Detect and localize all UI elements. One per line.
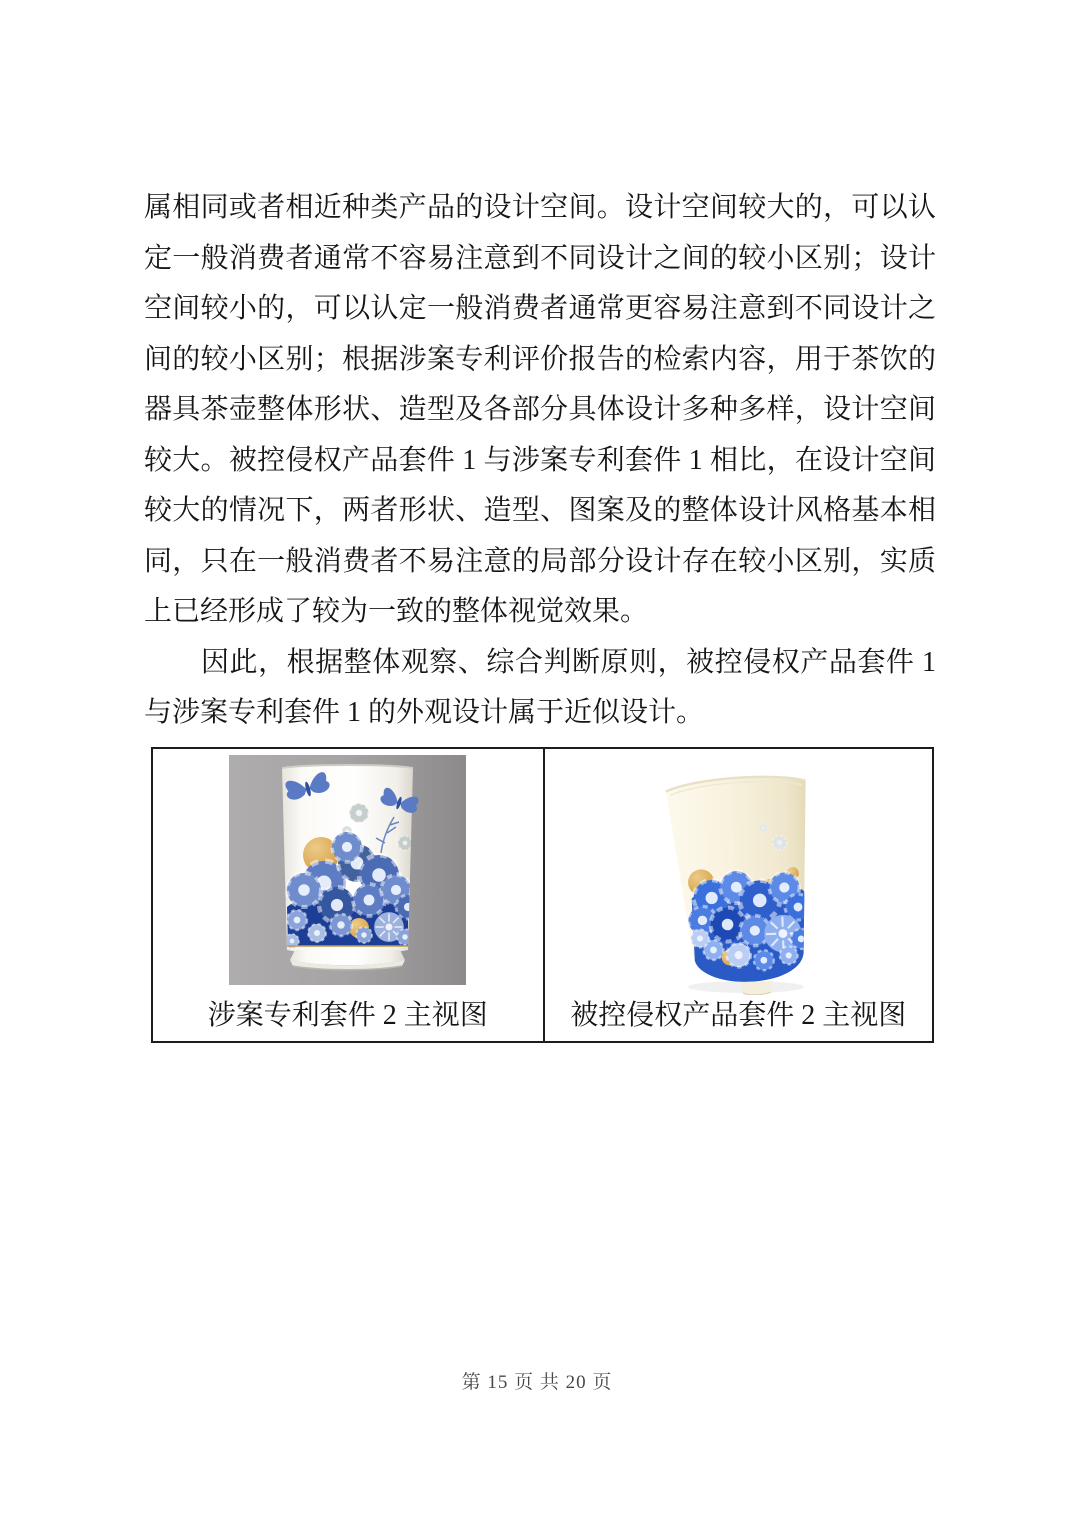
text-line: 因此，根据整体观察、综合判断原则，被控侵权产品套件 1 xyxy=(201,646,936,678)
text-line: 与涉案专利套件 1 的外观设计属于近似设计。 xyxy=(144,697,705,728)
text-line: 较大的情况下，两者形状、造型、图案及的整体设计风格基本相 xyxy=(144,495,936,526)
text-line: 较大。被控侵权产品套件 1 与涉案专利套件 1 相比，在设计空间 xyxy=(144,444,936,476)
text-line: 属相同或者相近种类产品的设计空间。设计空间较大的，可以认 xyxy=(144,192,936,223)
text-line: 定一般消费者通常不容易注意到不同设计之间的较小区别；设计 xyxy=(144,242,936,274)
body-text xyxy=(144,183,936,739)
accused-caption: 被控侵权产品套件 2 主视图 xyxy=(570,1000,907,1031)
patent-cell xyxy=(153,749,543,1041)
text-line: 空间较小的，可以认定一般消费者通常更容易注意到不同设计之 xyxy=(144,293,936,324)
patent-cup-photo xyxy=(229,755,466,985)
text-line: 上已经形成了较为一致的整体视觉效果。 xyxy=(144,596,649,627)
text-line: 间的较小区别；根据涉案专利评价报告的检索内容，用于茶饮的 xyxy=(144,343,936,375)
page-number: 第 15 页 共 20 页 xyxy=(461,1372,613,1393)
text-line: 器具茶壶整体形状、造型及各部分具体设计多种多样，设计空间 xyxy=(144,394,936,425)
comparison-table xyxy=(151,747,934,1043)
text-line: 同，只在一般消费者不易注意的局部分设计存在较小区别，实质 xyxy=(144,545,936,577)
patent-caption: 涉案专利套件 2 主视图 xyxy=(207,1000,488,1031)
accused-cell xyxy=(543,749,933,1041)
accused-cup-photo xyxy=(641,769,836,995)
